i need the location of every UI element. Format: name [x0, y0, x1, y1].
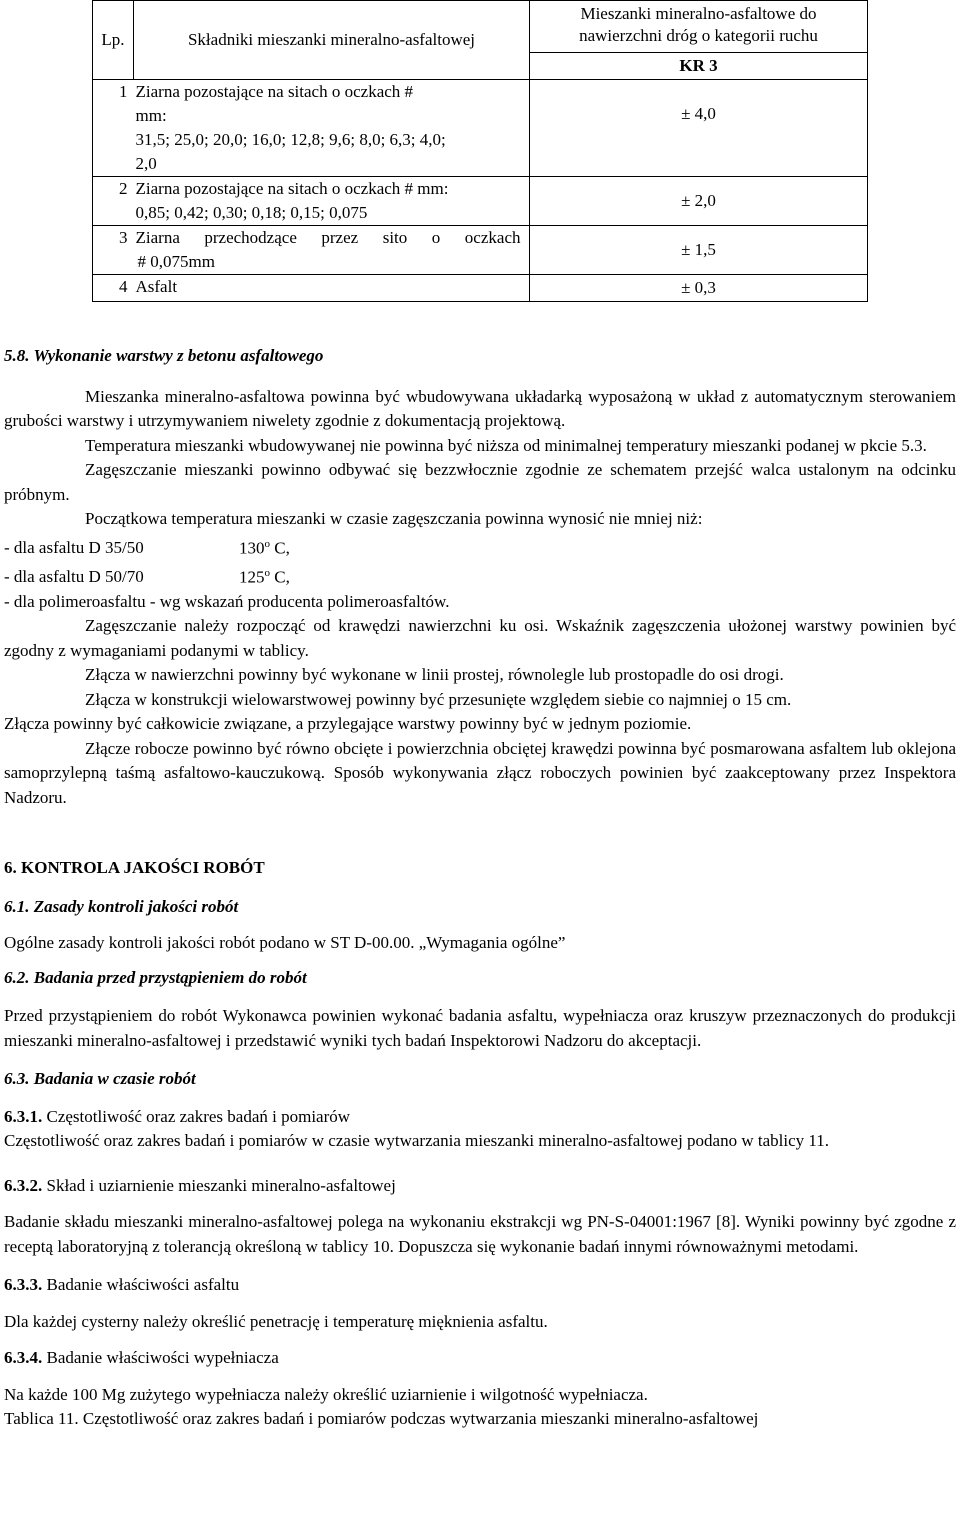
paragraph: Mieszanka mineralno-asfaltowa powinna być wbudowywana układarką wyposażoną w układ z automatycznym sterowaniem grubości warstwy i utrzymywaniem niwelety zgodnie z dokumentacją projektową. [4, 386, 956, 430]
row-line: mm: [135, 106, 167, 125]
subsection-number: 6.3.1. [4, 1106, 43, 1126]
row-number: 2 [93, 177, 134, 226]
header-category: KR 3 [679, 56, 718, 75]
row-description [134, 226, 530, 275]
paragraph: Na każde 100 Mg zużytego wypełniacza należy określić uziarnienie i wilgotność wypełniacza. [4, 1384, 648, 1404]
header-mix-title [530, 1, 867, 53]
row-number: 1 [93, 80, 134, 177]
row-description [134, 177, 530, 226]
paragraph: Złącza w nawierzchni powinny być wykonane w linii prostej, równolegle lub prostopadle do osi drogi. [85, 665, 784, 685]
paragraph: Zagęszczanie mieszanki powinno odbywać się bezzwłocznie zgodnie ze schematem przejść walca ustalonym na odcinku próbnym. [4, 460, 956, 504]
table-row [93, 177, 868, 226]
subsection-title: Skład i uziarnienie mieszanki mineralno-asfaltowej [42, 1175, 396, 1195]
subsection-heading [4, 1174, 956, 1199]
row-line: 2,0 [135, 154, 157, 173]
temperature-line [4, 561, 956, 590]
paragraph: Złącza powinny być całkowicie związane, a przylegające warstwy powinny być w jednym poziomie. [4, 714, 692, 734]
paragraph: Przed przystąpieniem do robót Wykonawca powinien wykonać badania asfaltu, wypełniacza oraz kruszyw przeznaczonych do produkcji mieszanki mineralno-asfaltowej i przedstawić wyniki tych badań Inspektorowi Nadzoru do akceptacji. [4, 1006, 956, 1050]
table-row [93, 226, 868, 275]
section-heading-6-3: 6.3. Badania w czasie robót [4, 1069, 196, 1088]
row-line: 31,5; 25,0; 20,0; 16,0; 12,8; 9,6; 8,0; 6,3; 4,0; [135, 130, 446, 149]
temperature-line [4, 532, 956, 561]
paragraph: Złącza w konstrukcji wielowarstwowej powinny być przesunięte względem siebie co najmniej o 15 cm. [85, 689, 792, 709]
row-description [134, 80, 530, 177]
temperature-unit: C, [270, 538, 290, 558]
paragraph: Zagęszczanie należy rozpocząć od krawędzi nawierzchni ku osi. Wskaźnik zagęszczenia ułożonej warstwy powinien być zgodny z wymaganiami podanymi w tablicy. [4, 616, 956, 660]
paragraph: Badanie składu mieszanki mineralno-asfaltowej polega na wykonaniu ekstrakcji wg PN-S-04001:1967 [8]. Wyniki powinny być zgodne z receptą laboratoryjną z tolerancją określoną w tablicy 10. Dopuszcza się wykonanie badań innymi równoważnymi metodami. [4, 1212, 956, 1256]
tolerance-table [92, 0, 868, 302]
temperature-line: - dla polimeroasfaltu - wg wskazań producenta polimeroasfaltów. [4, 591, 450, 611]
section-heading-6: 6. KONTROLA JAKOŚCI ROBÓT [4, 858, 265, 877]
temperature-unit: C, [270, 567, 290, 587]
subsection-heading [4, 1105, 956, 1130]
subsection-title: Badanie właściwości asfaltu [42, 1275, 240, 1294]
subsection-number: 6.3.3. [4, 1275, 43, 1294]
subsection-title: Badanie właściwości wypełniacza [42, 1348, 279, 1367]
temperature-value: 130 [239, 538, 265, 558]
section-6 [4, 856, 956, 1432]
section-heading-6-2: 6.2. Badania przed przystąpieniem do robót [4, 967, 307, 987]
table-row [93, 275, 868, 302]
paragraph: Częstotliwość oraz zakres badań i pomiarów w czasie wytwarzania mieszanki mineralno-asfaltowej podano w tablicy 11. [4, 1131, 829, 1150]
section-heading-5-8: 5.8. Wykonanie warstwy z betonu asfaltowego [4, 346, 324, 365]
row-line: Ziarna przechodzące przez sito o oczkach [135, 228, 521, 247]
table-header-row [93, 1, 868, 80]
row-value: ± 2,0 [530, 177, 868, 226]
subsection-heading [4, 1273, 956, 1298]
subsection-number: 6.3.2. [4, 1175, 43, 1195]
row-line: # 0,075mm [137, 252, 215, 271]
row-value: ± 4,0 [530, 80, 868, 177]
degree-mark: o [264, 537, 270, 550]
paragraph: Ogólne zasady kontroli jakości robót podano w ST D-00.00. „Wymagania ogólne” [4, 933, 566, 952]
temperature-label: - dla asfaltu D 50/70 [4, 567, 144, 587]
row-value: ± 1,5 [530, 226, 868, 275]
table-caption: Tablica 11. Częstotliwość oraz zakres badań i pomiarów podczas wytwarzania mieszanki mineralno-asfaltowej [4, 1409, 759, 1428]
row-number: 3 [93, 226, 134, 275]
row-value: ± 0,3 [530, 275, 868, 302]
subsection-title: Częstotliwość oraz zakres badań i pomiarów [42, 1106, 351, 1126]
row-number: 4 [93, 275, 134, 302]
header-mix [530, 1, 868, 80]
paragraph: Temperatura mieszanki wbudowywanej nie powinna być niższa od minimalnej temperatury mieszanki podanej w pkcie 5.3. [85, 435, 927, 455]
table-row [93, 80, 868, 177]
paragraph: Początkowa temperatura mieszanki w czasie zagęszczania powinna wynosić nie mniej niż: [85, 509, 703, 528]
temperature-label: - dla asfaltu D 35/50 [4, 538, 144, 558]
header-mix-line1: Mieszanki mineralno-asfaltowe do [580, 4, 817, 23]
row-line: 0,85; 0,42; 0,30; 0,18; 0,15; 0,075 [135, 203, 368, 222]
row-line: Ziarna pozostające na sitach o oczkach # [135, 82, 414, 101]
paragraph: Złącze robocze powinno być równo obcięte i powierzchnia obciętej krawędzi powinna być posmarowana asfaltem lub oklejona samoprzylepną taśmą asfaltowo-kauczukową. Sposób wykonywania złącz roboczych powinien być zaakceptowany przez Inspektora Nadzoru. [4, 738, 956, 807]
header-lp: Lp. [93, 1, 134, 80]
section-5-8 [4, 344, 956, 810]
header-mix-line2: nawierzchni dróg o kategorii ruchu [579, 26, 818, 45]
paragraph: Dla każdej cysterny należy określić penetrację i temperaturę mięknienia asfaltu. [4, 1311, 548, 1331]
row-description: Asfalt [134, 275, 530, 302]
section-heading-6-1: 6.1. Zasady kontroli jakości robót [4, 896, 239, 916]
temperature-value: 125 [239, 567, 265, 587]
header-components: Składniki mieszanki mineralno-asfaltowej [134, 1, 530, 80]
row-line: Ziarna pozostające na sitach o oczkach # mm: [135, 179, 449, 198]
degree-mark: o [264, 566, 270, 579]
subsection-number: 6.3.4. [4, 1348, 43, 1367]
subsection-heading [4, 1346, 956, 1371]
